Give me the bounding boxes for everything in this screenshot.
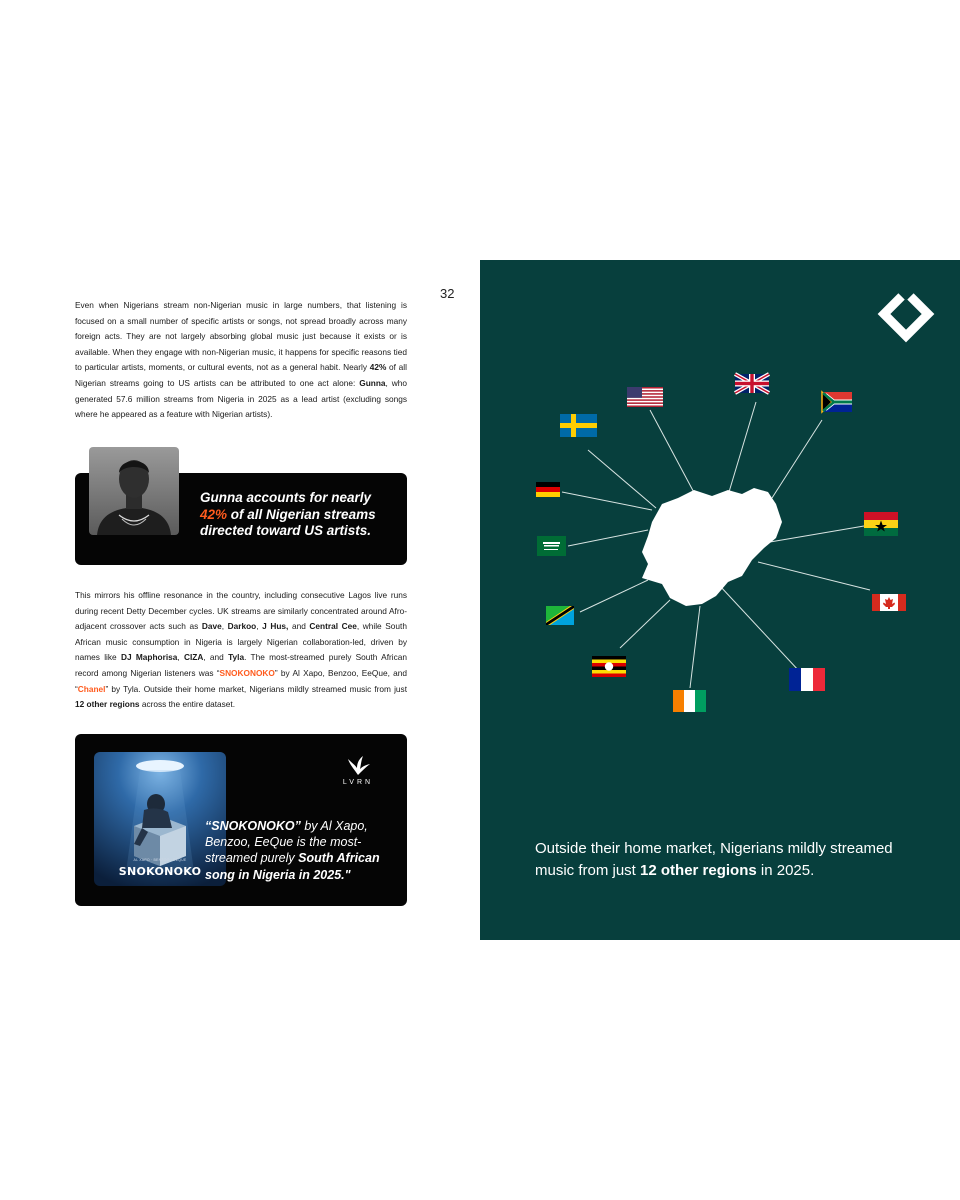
callout-song-title: “SNOKONOKO”: [205, 819, 301, 833]
text-run: of all Nigerian streams going to US artists can be attributed to one act alone:: [75, 362, 407, 388]
tanzania-flag: [546, 606, 574, 625]
artist-j-hus: J Hus,: [262, 621, 289, 632]
nigeria-map-shape: [642, 488, 782, 606]
intro-paragraph: [75, 298, 407, 423]
cover-title: SNOKONOKO: [118, 865, 202, 878]
artist-dj-maphorisa: DJ Maphorisa: [120, 652, 178, 663]
brand-diamond-icon: [884, 281, 928, 336]
text-run: . The most-streamed purely South African record among Nigerian listeners was “: [75, 652, 407, 678]
page-number: 32: [440, 286, 455, 301]
artist-ciza: CIZA: [183, 652, 204, 663]
canada-flag: [872, 594, 906, 611]
uk-flag: [735, 374, 769, 393]
text-run: , who generated 57.6 million streams from Nigeria in 2025 as a lead artist (excluding songs where he appeared as a feature with Nigerian artists).: [75, 377, 407, 420]
uganda-flag: [592, 656, 626, 677]
lvrn-bird-icon: [330, 755, 386, 777]
stat-12-regions: 12 other regions: [75, 699, 140, 710]
germany-flag: [536, 482, 560, 497]
artist-tyla: Tyla: [228, 652, 245, 663]
gunna-photo: [89, 447, 179, 535]
text-run: Outside their home market, Nigerians mildly streamed music from just: [535, 840, 893, 879]
text-run: ” by Al Xapo, Benzoo, EeQue, and “: [75, 667, 407, 694]
text-run: of all Nigerian streams directed toward US artists.: [200, 506, 376, 538]
text-run: ,: [177, 652, 184, 663]
callout-emphasis: South African song in Nigeria in 2025.": [205, 851, 380, 882]
streams-paragraph: [75, 588, 407, 713]
text-run: in 2025.: [756, 862, 815, 879]
text-run: This mirrors his offline resonance in the country, including consecutive Lagos live runs during recent Detty December cycles. UK streams are similarly concentrated around Afro-adjacent crossover acts such as: [75, 590, 407, 632]
text-run: by Al Xapo, Benzoo, EeQue is the most-streamed purely: [205, 819, 368, 866]
song-chanel: Chanel: [77, 683, 106, 694]
south-africa-flag: [822, 392, 852, 412]
sweden-flag: [560, 414, 597, 437]
text-run: , and: [203, 652, 229, 663]
text-run: ,: [221, 621, 228, 632]
text-run: ,: [256, 621, 263, 632]
text-run: across the entire dataset.: [139, 699, 236, 710]
text-run: , while South African music consumption in Nigeria is largely Nigerian collaboration-led, driven by names like: [75, 621, 407, 663]
snokonoko-callout-text: [205, 818, 395, 883]
usa-flag: [627, 387, 663, 407]
cover-credits: AL XAPO · BENZOO · EEQUE: [133, 858, 187, 862]
text-run: Even when Nigerians stream non-Nigerian music in large numbers, that listening is focused on a small number of specific artists or songs, not spread broadly across many foreign acts. They are not largely absorbing global music just because it exists or is available. When they engage with non-Nigerian music, it happens for specific reasons tied to particular artists, moments, or cultural events, not as a general habit. Nearly: [75, 300, 407, 373]
lvrn-logo: [330, 755, 386, 791]
panel-caption: [535, 838, 915, 882]
stat-42-percent: 42%: [369, 362, 387, 373]
caption-12-regions: 12 other regions: [640, 862, 757, 879]
text-run: ” by Tyla. Outside their home market, Nigerians mildly streamed music from just: [105, 683, 407, 694]
saudi-arabia-flag: [537, 536, 566, 556]
ghana-flag: [864, 512, 898, 536]
artist-dave: Dave: [201, 621, 222, 632]
artist-darkoo: Darkoo: [227, 621, 257, 632]
text-run: and: [288, 621, 310, 632]
gunna-callout-text: [200, 490, 400, 540]
france-flag: [789, 668, 825, 691]
callout-highlight-42-percent: 42%: [200, 506, 228, 522]
artist-gunna: Gunna: [359, 377, 386, 388]
artist-central-cee: Central Cee: [309, 621, 357, 632]
song-snokonoko: SNOKONOKO: [219, 667, 275, 678]
lvrn-wordmark: LVRN: [342, 779, 374, 786]
ivory-coast-flag: [673, 690, 706, 712]
text-run: Gunna accounts for nearly: [200, 490, 372, 505]
